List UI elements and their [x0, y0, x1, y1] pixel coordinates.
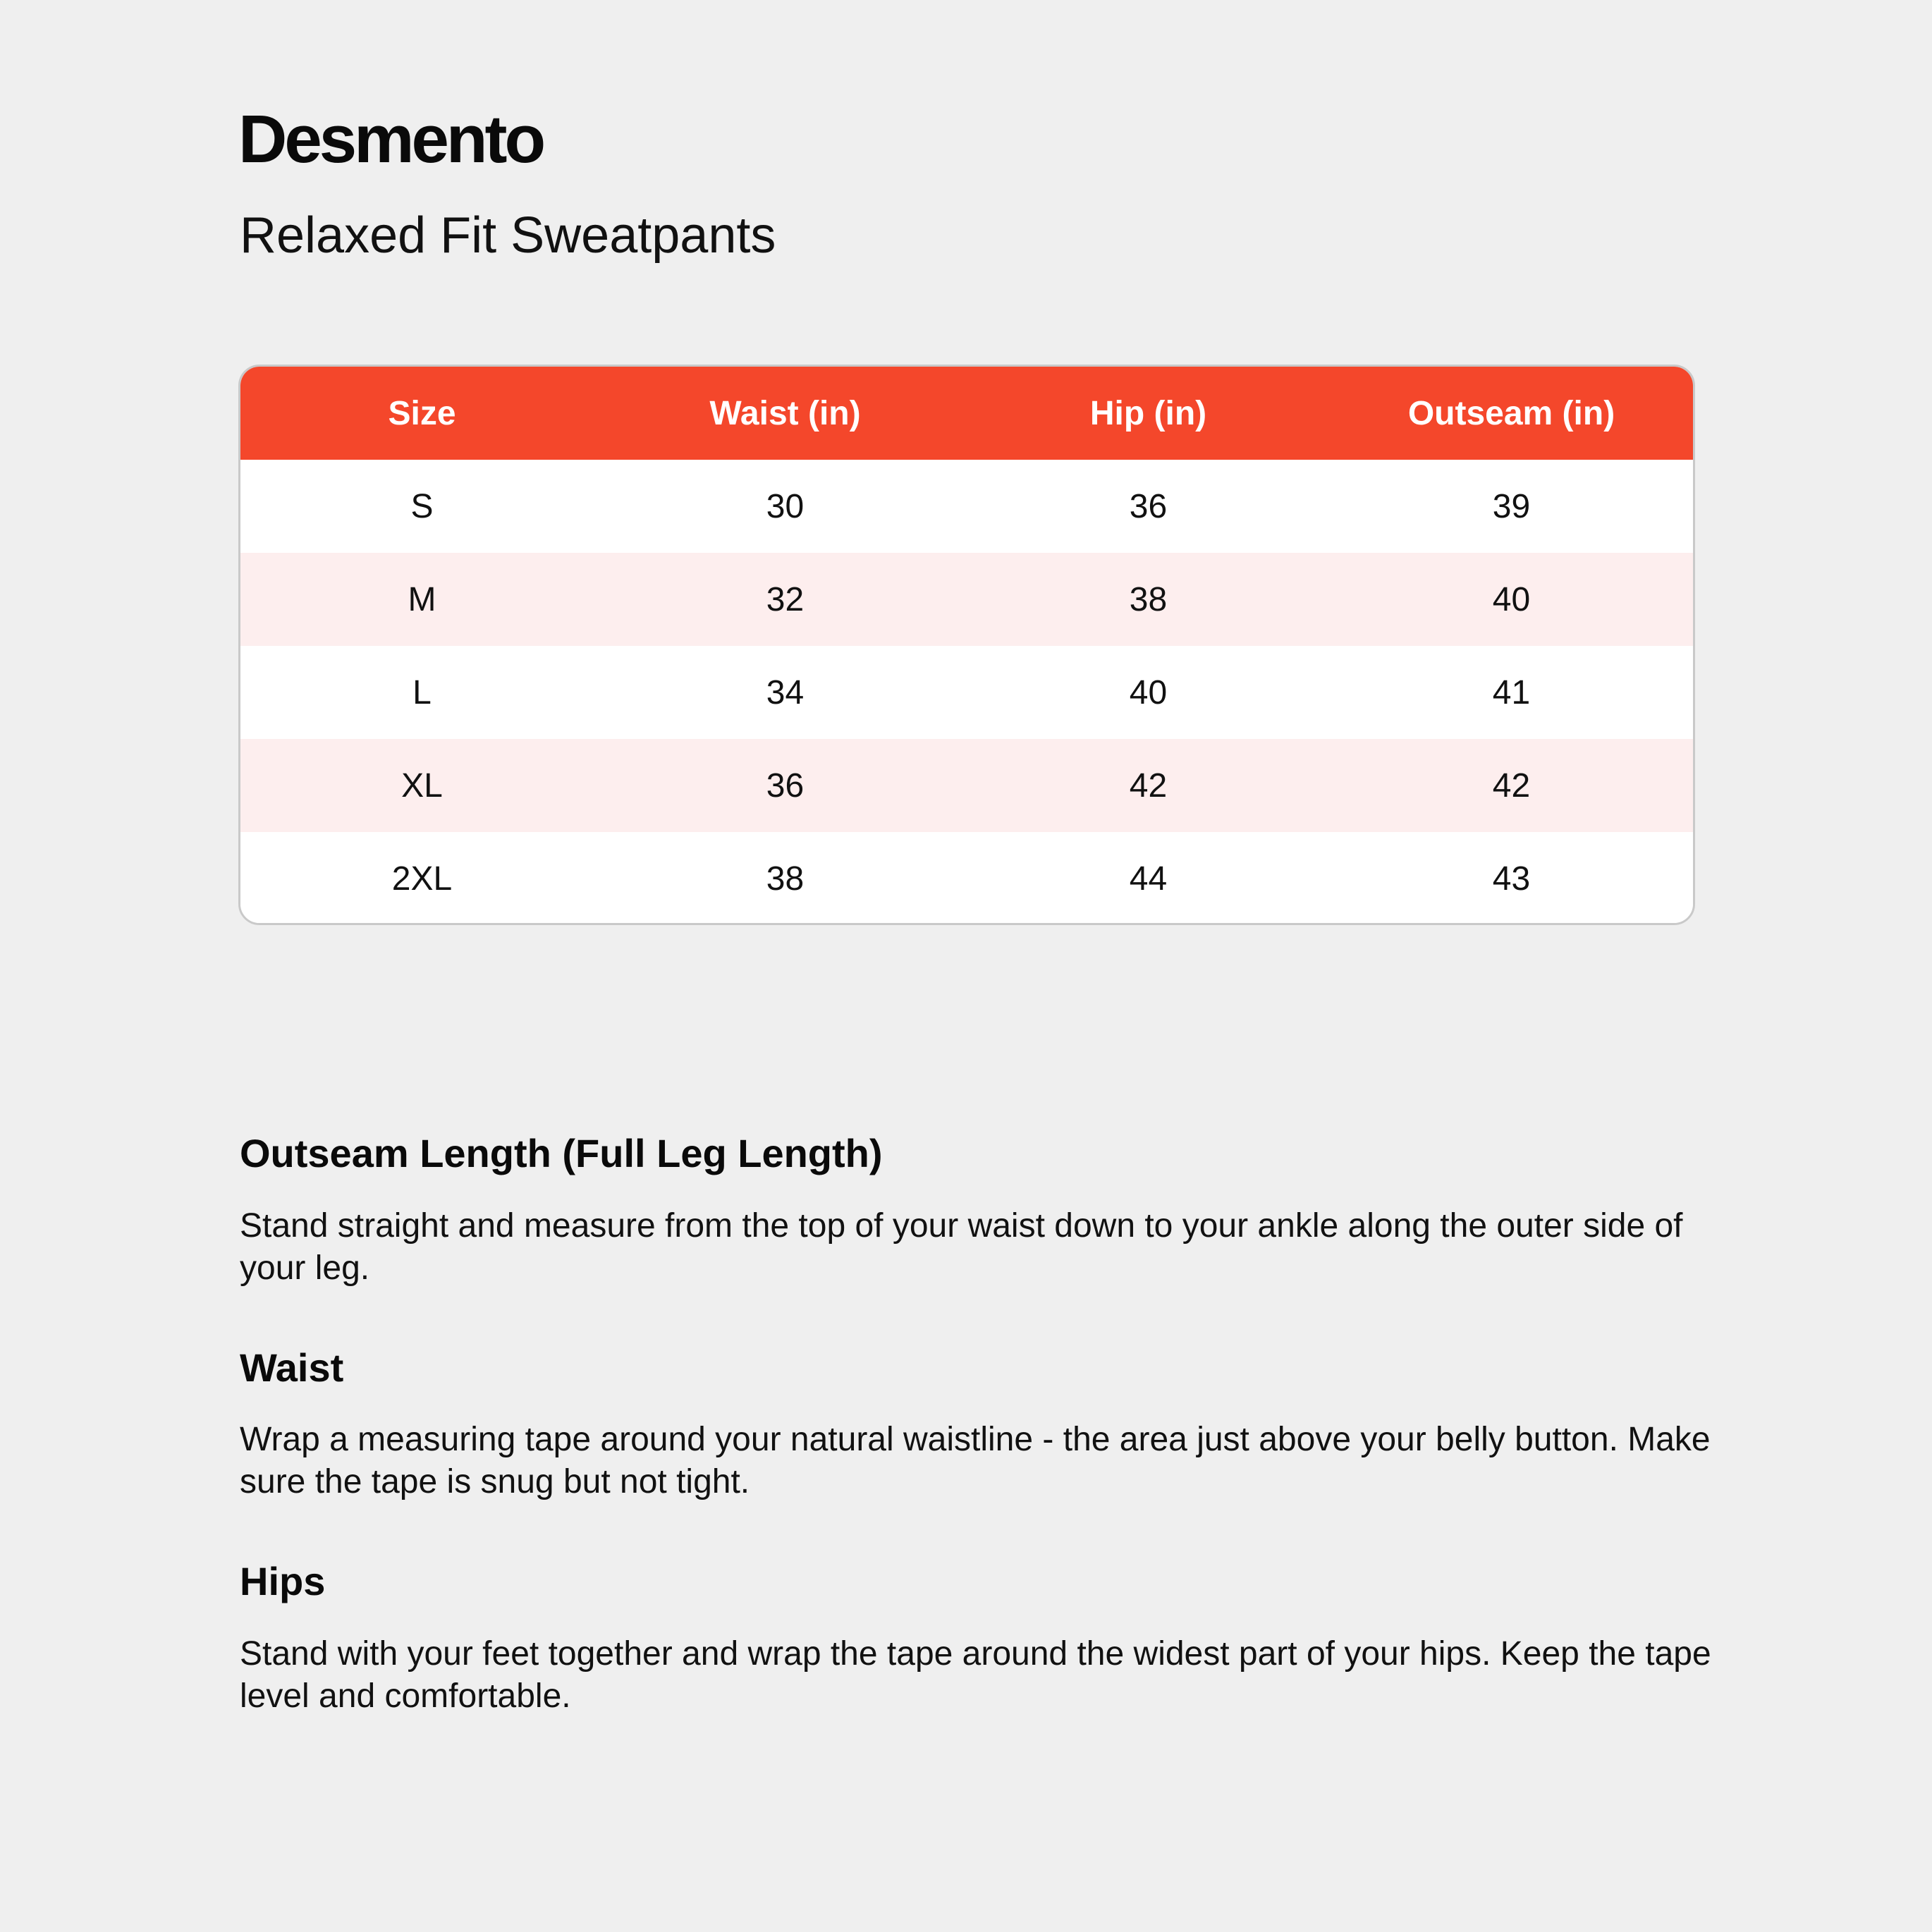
- table-row: [240, 646, 1693, 739]
- guide-section-waist: [240, 1346, 1735, 1504]
- cell-hip: 42: [967, 739, 1330, 832]
- table-row: [240, 460, 1693, 553]
- cell-size: 2XL: [240, 832, 604, 925]
- column-header-size: Size: [240, 367, 604, 460]
- size-table: [240, 367, 1693, 925]
- guide-text-waist: Wrap a measuring tape around your natural waistline - the area just above your belly button. Make sure the tape is snug but not tight.: [240, 1421, 1711, 1501]
- table-row: [240, 832, 1693, 925]
- cell-outseam: 41: [1330, 646, 1693, 739]
- cell-outseam: 43: [1330, 832, 1693, 925]
- page-title: Relaxed Fit Sweatpants: [240, 207, 776, 264]
- table-row: [240, 553, 1693, 646]
- table-header-row: [240, 367, 1693, 460]
- table-row: [240, 739, 1693, 832]
- column-header-waist: Waist (in): [604, 367, 967, 460]
- cell-hip: 36: [967, 460, 1330, 553]
- cell-size: S: [240, 460, 604, 553]
- cell-outseam: 39: [1330, 460, 1693, 553]
- cell-waist: 34: [604, 646, 967, 739]
- cell-size: L: [240, 646, 604, 739]
- cell-size: M: [240, 553, 604, 646]
- column-header-hip: Hip (in): [967, 367, 1330, 460]
- column-header-outseam: Outseam (in): [1330, 367, 1693, 460]
- guide-heading-waist: Waist: [240, 1345, 344, 1390]
- cell-outseam: 40: [1330, 553, 1693, 646]
- cell-hip: 40: [967, 646, 1330, 739]
- cell-waist: 32: [604, 553, 967, 646]
- size-chart: [238, 365, 1695, 925]
- cell-waist: 36: [604, 739, 967, 832]
- cell-size: XL: [240, 739, 604, 832]
- guide-text-outseam: Stand straight and measure from the top of your waist down to your ankle along the outer side of your leg.: [240, 1206, 1683, 1287]
- cell-hip: 38: [967, 553, 1330, 646]
- cell-waist: 38: [604, 832, 967, 925]
- guide-heading-outseam: Outseam Length (Full Leg Length): [240, 1131, 883, 1175]
- cell-outseam: 42: [1330, 739, 1693, 832]
- brand-logo: Desmento: [238, 102, 544, 177]
- guide-section-outseam: [240, 1132, 1735, 1290]
- guide-section-hips: [240, 1560, 1735, 1718]
- cell-waist: 30: [604, 460, 967, 553]
- guide-text-hips: Stand with your feet together and wrap the tape around the widest part of your hips. Keep the tape level and comfortable.: [240, 1634, 1711, 1715]
- cell-hip: 44: [967, 832, 1330, 925]
- measuring-guide: [240, 1132, 1735, 1774]
- guide-heading-hips: Hips: [240, 1559, 326, 1604]
